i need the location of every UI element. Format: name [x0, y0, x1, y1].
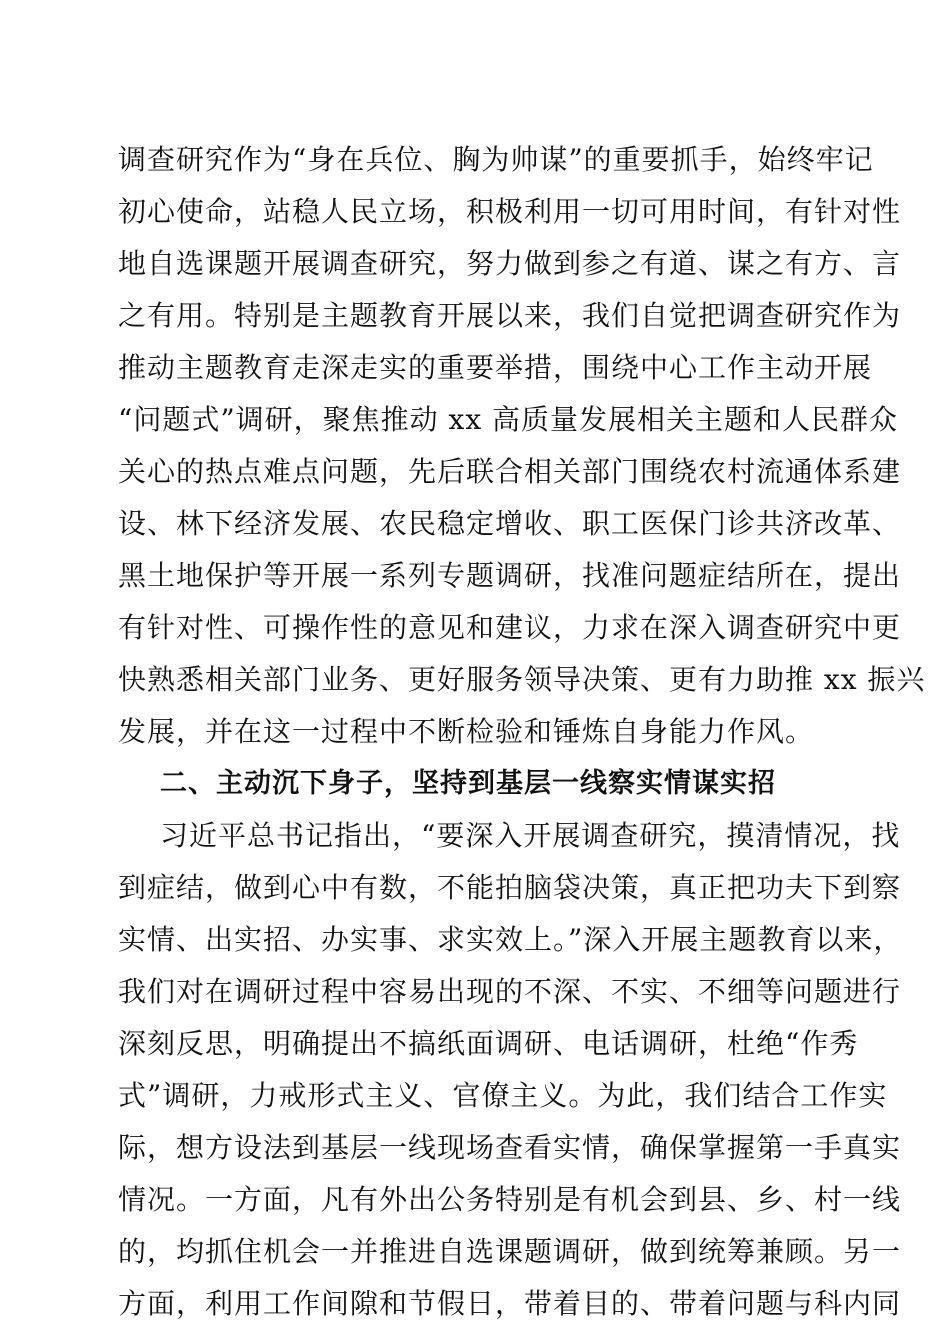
paragraph-2-line-1: 习近平总书记指出，“要深入开展调查研究，摸清情况，找 [160, 819, 901, 852]
paragraph-1-line-9: 黑土地保护等开展一系列专题调研，找准问题症结所在，提出 [118, 559, 902, 592]
paragraph-1-line-11: 快熟悉相关部门业务、更好服务领导决策、更有力助推 xx 振兴 [118, 663, 926, 696]
paragraph-2-line-4: 我们对在调研过程中容易出现的不深、不实、不细等问题进行 [118, 975, 902, 1008]
paragraph-2-line-9: 的，均抓住机会一并推进自选课题调研，做到统筹兼顾。另一 [118, 1235, 902, 1268]
paragraph-1-line-8: 设、林下经济发展、农民稳定增收、职工医保门诊共济改革、 [118, 507, 902, 540]
paragraph-2-line-8: 情况。一方面，凡有外出公务特别是有机会到县、乡、村一线 [118, 1183, 902, 1216]
paragraph-1-line-7: 关心的热点难点问题，先后联合相关部门围绕农村流通体系建 [118, 455, 902, 488]
paragraph-1-line-5: 推动主题教育走深走实的重要举措，围绕中心工作主动开展 [118, 351, 873, 384]
paragraph-2-line-5: 深刻反思，明确提出不搞纸面调研、电话调研，杜绝“作秀 [118, 1027, 859, 1060]
paragraph-1-line-1: 调查研究作为“身在兵位、胸为帅谋”的重要抓手，始终牢记 [118, 143, 874, 176]
paragraph-1-line-10: 有针对性、可操作性的意见和建议，力求在深入调查研究中更 [118, 611, 902, 644]
paragraph-2-line-2: 到症结，做到心中有数，不能拍脑袋决策，真正把功夫下到察 [118, 871, 902, 904]
paragraph-1-line-3: 地自选课题开展调查研究，努力做到参之有道、谋之有方、言 [118, 247, 902, 280]
section-heading-2: 二、主动沉下身子，坚持到基层一线察实情谋实招 [160, 768, 776, 799]
paragraph-2-line-10: 方面，利用工作间隙和节假日，带着目的、带着问题与科内同 [118, 1287, 902, 1320]
paragraph-1-line-12: 发展，并在这一过程中不断检验和锤炼自身能力作风。 [118, 715, 815, 748]
paragraph-2-line-3: 实情、出实招、办实事、求实效上。”深入开展主题教育以来， [118, 923, 903, 956]
paragraph-1-line-6: “问题式”调研，聚焦推动 xx 高质量发展相关主题和人民群众 [118, 403, 899, 436]
paragraph-2-line-6: 式”调研，力戒形式主义、官僚主义。为此，我们结合工作实 [118, 1079, 888, 1112]
paragraph-1-line-4: 之有用。特别是主题教育开展以来，我们自觉把调查研究作为 [118, 299, 902, 332]
paragraph-1-line-2: 初心使命，站稳人民立场，积极利用一切可用时间，有针对性 [118, 195, 902, 228]
paragraph-2-line-7: 际，想方设法到基层一线现场查看实情，确保掌握第一手真实 [118, 1131, 902, 1164]
